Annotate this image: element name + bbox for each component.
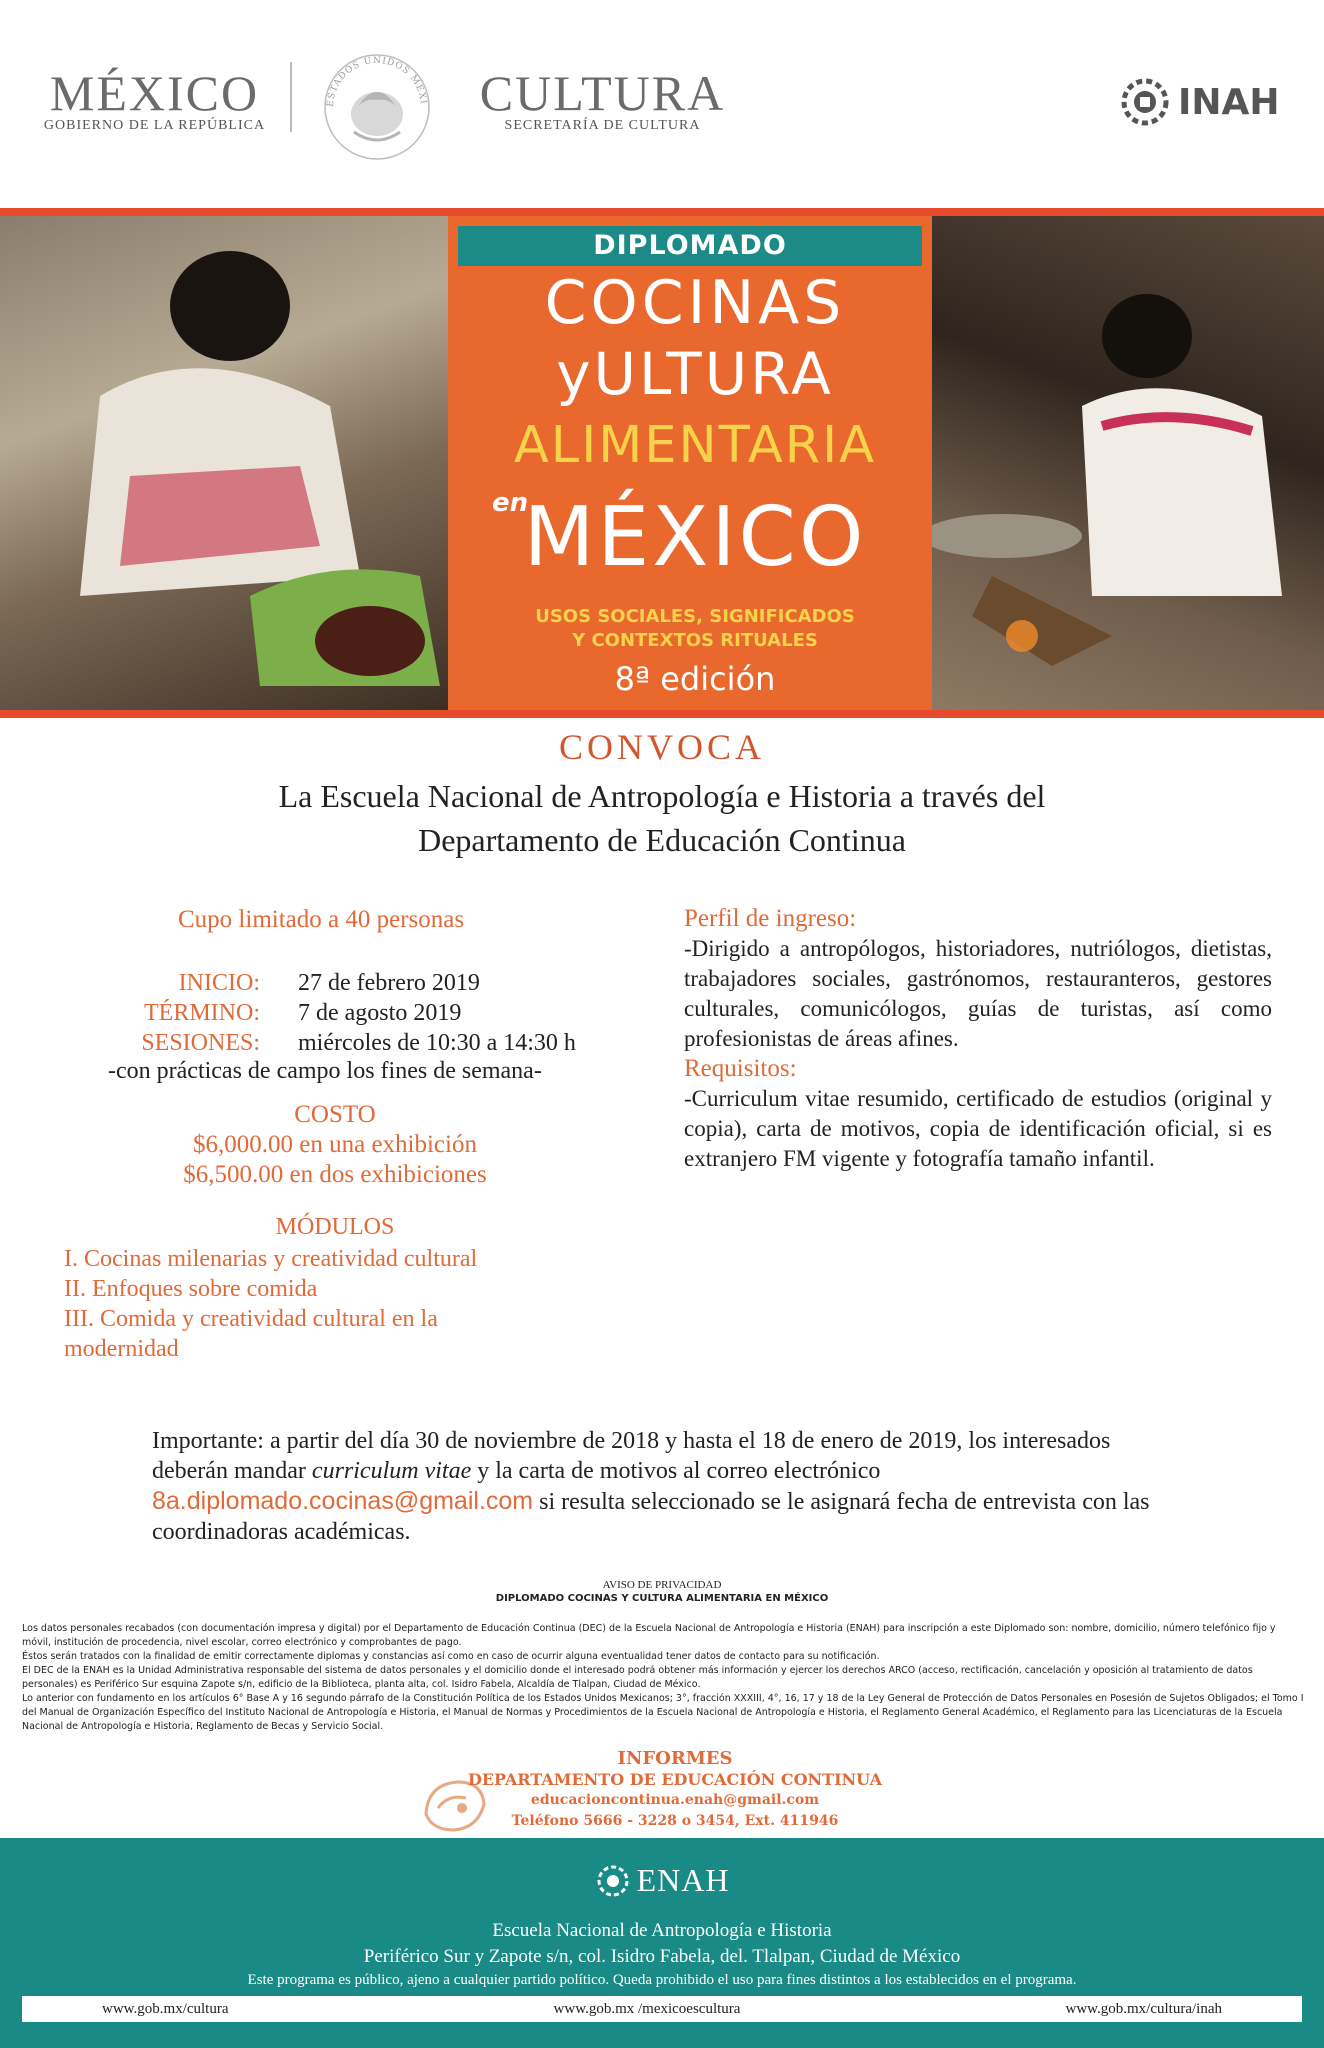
aviso-privacidad-text — [22, 1622, 1304, 1734]
inah-emblem-icon — [1120, 77, 1170, 127]
photo-woman-making-tortillas — [932, 216, 1324, 710]
requisitos-heading: Requisitos: — [684, 1055, 797, 1082]
requisitos-text: -Curriculum vitae resumido, certificado de estudios (original y copia), carta de motivos, copia de identificación oficial, si es extranjero FM vigente y fotografía tamaño infantil. — [684, 1086, 1272, 1171]
enah-emblem-icon — [595, 1863, 631, 1899]
modulo-item: I. Cocinas milenarias y creatividad cultural — [64, 1246, 478, 1272]
schedule-label: INICIO: — [178, 970, 260, 996]
schedule-value: 7 de agosto 2019 — [298, 1000, 462, 1026]
inah-logo — [1120, 72, 1280, 132]
modulo-item: III. Comida y creatividad cultural en la modernidad — [64, 1306, 438, 1362]
banner-title-en: en — [492, 488, 529, 518]
convoca-intro — [0, 774, 1324, 862]
banner-subtitle — [460, 605, 930, 653]
header-divider — [290, 62, 292, 132]
importante-text-3: si resulta seleccionado se le asignará fecha de entrevista con las coordinadoras académicas. — [152, 1489, 1150, 1545]
informes-email-link[interactable]: educacioncontinua.enah@gmail.com — [530, 1792, 820, 1808]
costo-line-2: $6,500.00 en dos exhibiciones — [183, 1161, 487, 1188]
importante-cv: curriculum vitae — [311, 1458, 472, 1484]
schedule-list — [80, 968, 576, 1058]
enah-logo-text: ENAH — [636, 1862, 730, 1898]
aviso-paragraph: Lo anterior con fundamento en los artículos 6° Base A y 16 segundo párrafo de la Constitución Política de los Estados Unidos Mexicanos; 3°, fracción XXXIII, 4°, 16, 17 y 18 de la Ley General de Protección de Datos Personales en Posesión de Sujetos Obligados; el Tomo I del Manual de Organización Específico del Instituto Nacional de Antropología e Historia, el Manual de Normas y Procedimientos de la Escuela Nacional de Antropología e Historia, el Reglamento General Académico, el Reglamento para las Licenciaturas de la Escuela Nacional de Antropología e Historia, Reglamento de Becas y Servicio Social. — [22, 1693, 1304, 1732]
costo-section — [0, 1100, 670, 1190]
banner-subtitle-line-2: Y CONTEXTOS RITUALES — [572, 630, 818, 651]
aviso-subheading: DIPLOMADO COCINAS Y CULTURA ALIMENTARIA EN MÉXICO — [495, 1593, 829, 1604]
importante-text-2: y la carta de motivos al correo electrónico — [471, 1458, 881, 1484]
perfil-text: -Dirigido a antropólogos, historiadores, nutriólogos, dietistas, trabajadores sociales, gastrónomos, restauranteros, gestores culturales, comunicólogos, guías de turistas, así como profesionistas de áreas afines. — [684, 936, 1272, 1051]
schedule-value: 27 de febrero 2019 — [298, 970, 480, 996]
perfil-heading: Perfil de ingreso: — [684, 905, 857, 932]
application-email-link[interactable]: 8a.diplomado.cocinas@gmail.com — [152, 1487, 534, 1515]
importante-notice — [152, 1426, 1192, 1547]
schedule-value: miércoles de 10:30 a 14:30 h — [298, 1030, 576, 1056]
intro-line-1: La Escuela Nacional de Antropología e Historia a través del — [278, 778, 1046, 814]
costo-heading: COSTO — [294, 1101, 376, 1128]
cultura-logo-title: CULTURA — [479, 65, 726, 121]
banner-title-alimentaria: ALIMENTARIA — [513, 416, 877, 475]
diplomado-label: DIPLOMADO — [458, 226, 922, 266]
schedule-row-sesiones — [80, 1028, 576, 1058]
modulo-item: II. Enfoques sobre comida — [64, 1276, 318, 1302]
banner-edition: 8ª edición — [614, 660, 776, 698]
informes-section — [440, 1748, 910, 1832]
intro-line-2: Departamento de Educación Continua — [418, 822, 906, 858]
aviso-paragraph: Los datos personales recabados (con documentación impresa y digital) por el Departamento de Educación Continua (DEC) de la Escuela Nacional de Antropología e Historia (ENAH) para inscripción a este Diplomado son: nombre, domicilio, número telefónico fijo y móvil, institución de procedencia, nivel escolar, correo electrónico y comprobantes de pago. — [22, 1623, 1276, 1648]
banner-title-cocinas: COCINAS — [544, 268, 846, 338]
informes-phone: Teléfono 5666 - 3228 o 3454, Ext. 411946 — [511, 1813, 839, 1829]
costo-line-1: $6,000.00 en una exhibición — [193, 1131, 477, 1158]
aviso-privacidad-heading — [0, 1578, 1324, 1606]
photo-woman-cooking-mole — [0, 216, 448, 710]
mexico-gobierno-logo — [42, 64, 267, 134]
schedule-row-inicio — [80, 968, 576, 998]
cultura-logo — [475, 64, 730, 134]
modulos-list — [64, 1244, 534, 1364]
informes-heading: INFORMES — [617, 1748, 733, 1769]
mexico-logo-title: MÉXICO — [49, 65, 260, 121]
banner-subtitle-line-1: USOS SOCIALES, SIGNIFICADOS — [535, 606, 855, 627]
schedule-label: SESIONES: — [141, 1030, 260, 1056]
requirements-column — [684, 904, 1272, 1174]
cultura-logo-subtitle: SECRETARÍA DE CULTURA — [504, 118, 701, 133]
modulos-heading: MÓDULOS — [275, 1214, 395, 1240]
aviso-heading: AVISO DE PRIVACIDAD — [602, 1579, 722, 1591]
inah-logo-text: INAH — [1178, 81, 1280, 123]
link-mexicoescultura[interactable]: www.gob.mx /mexicoescultura — [553, 2000, 741, 2017]
banner-title-cultura: yULTURA — [556, 340, 834, 408]
enah-logo — [0, 1862, 1324, 1899]
informes-department: DEPARTAMENTO DE EDUCACIÓN CONTINUA — [467, 1770, 883, 1789]
practicas-de-campo: -con prácticas de campo los fines de semana- — [108, 1058, 542, 1084]
footer-address: Periférico Sur y Zapote s/n, col. Isidro Fabela, del. Tlalpan, Ciudad de México — [363, 1946, 961, 1967]
footer-school: Escuela Nacional de Antropología e Historia — [492, 1920, 832, 1941]
mexico-logo-subtitle: GOBIERNO DE LA REPÚBLICA — [43, 118, 266, 133]
importante-text-1: Importante: a partir del día 30 de noviembre de 2018 y hasta el 18 de enero de 2019, los interesados deberán mandar — [152, 1428, 1111, 1484]
link-gob-cultura[interactable]: www.gob.mx/cultura — [102, 2000, 229, 2017]
schedule-row-termino — [80, 998, 576, 1028]
seal-text: ESTADOS UNIDOS MEXI — [325, 55, 428, 108]
cupo-limitado: Cupo limitado a 40 personas — [178, 906, 465, 933]
footer-disclaimer: Este programa es público, ajeno a cualquier partido político. Queda prohibido el uso para fines distintos a los establecidos en el programa. — [247, 1972, 1077, 1988]
footer-info — [0, 1918, 1324, 1970]
footer-links — [22, 1996, 1302, 2022]
banner-title-mexico: MÉXICO — [523, 490, 867, 585]
national-seal-icon — [318, 48, 436, 166]
aviso-paragraph: El DEC de la ENAH es la Unidad Administrativa responsable del sistema de datos personales y el domicilio donde el interesado podrá obtener más información y ejercer los derechos ARCO (acceso, rectificación, cancelación y oposición al tratamiento de datos personales) es Periférico Sur esquina Zapote s/n, edificio de la Biblioteca, planta alta, col. Isidro Fabela, Alcaldía de Tlalpan, Ciudad de México. — [22, 1665, 1253, 1690]
link-gob-inah[interactable]: www.gob.mx/cultura/inah — [1065, 2000, 1222, 2017]
aviso-paragraph: Éstos serán tratados con la finalidad de emitir correctamente diplomas y constancias así como en caso de ocurrir alguna eventualidad tener datos de contacto para su notificación. — [22, 1651, 880, 1662]
convoca-heading: CONVOCA — [558, 727, 765, 767]
schedule-label: TÉRMINO: — [144, 1000, 260, 1026]
